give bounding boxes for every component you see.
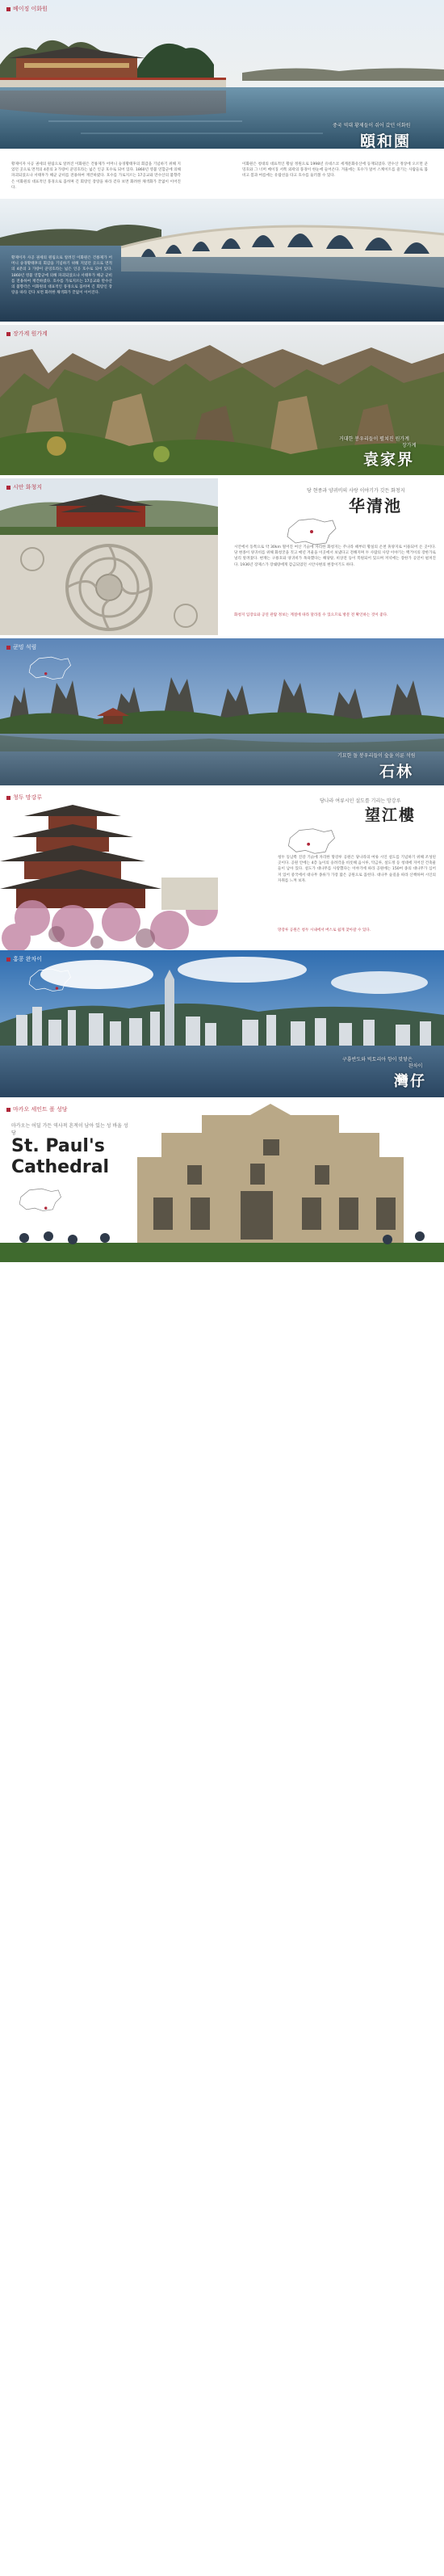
spread-title: St. Paul's Cathedral (11, 1136, 110, 1177)
photo-caption-sub: 장가계 (402, 443, 417, 448)
wangjiang-pavilion-photo (0, 789, 218, 947)
spread-stone-forest (0, 638, 444, 785)
section-tag (6, 643, 36, 651)
spread-yuanjiajie (0, 325, 444, 475)
article-body-right: 이화원은 청대의 대표적인 황실 정원으로 1998년 유네스코 세계문화유산에 등재되었다. 만수산 정상에 오르면 쿤밍호와 그 너머 베이징 서쪽 외곽의 풍경이 한눈에 들어온다. 겨울에는 호수가 얼어 스케이트를 즐기는 사람들로 붐비고 봄과 여름에는 유람선을 타고 호수를 둘러볼 수 있다. (242, 162, 428, 179)
spread-summer-palace (0, 0, 444, 149)
article-subtitle: 당나라 여류시인 설도를 기리는 망강루 (320, 798, 401, 804)
section-marker-icon (6, 958, 10, 962)
huaqing-palace-photo (0, 478, 218, 635)
section-tag (6, 330, 48, 338)
section-tag (6, 483, 42, 491)
section-label: 홍콩 완차이 (13, 956, 43, 962)
article-subtitle: 마카오는 어딜 가든 역사적 흔적이 남아 있는 성 바울 성당 (11, 1123, 128, 1136)
section-label: 베이징 이화원 (13, 6, 48, 12)
china-map-icon (283, 824, 339, 857)
section-marker-icon (6, 1108, 10, 1112)
china-map-icon (24, 965, 74, 994)
china-map-icon (15, 1185, 65, 1214)
section-tag (6, 1105, 68, 1113)
spread-st-pauls (0, 1101, 444, 1262)
section-tag (6, 5, 48, 13)
section-label: 시안 화청지 (13, 484, 43, 490)
section-marker-icon (6, 332, 10, 336)
article-body-overlay: 황제이자 사공 권세의 원림으로 알려진 이화원은 건륭제가 어머니 숭경황태후의 회갑을 기념하기 위해 지었던 곳으로 면적의 4분의 3 가량이 쿤밍호라는 넓은 인공 호수로 되어 있다. 1860년 영불 연합군에 의해 파괴되었으나 서태후가 해군 군비를 전용하여 재건하였다. 호수를 가로지르는 17공교와 만수산의 불향각은 이화원의 대표적인 풍경으로 꼽히며 긴 회랑인 장랑을 따라 걷다 보면 화려한 채색화가 끝없이 이어진다. (11, 256, 112, 296)
section-marker-icon (6, 486, 10, 490)
photo-caption-inline: 중국 역대 황제들이 쉬어 갔던 이화원 (333, 123, 411, 128)
china-map-icon (283, 514, 339, 548)
photo-caption: 기묘한 돌 봉우리들이 숲을 이룬 석림 (337, 753, 416, 759)
spread-title: 华清池 (349, 496, 402, 516)
spread-wangjiang (0, 789, 444, 947)
article-body: 시안에서 동쪽으로 약 30km 떨어진 여산 기슭에 자리한 화청지는 주나라 때부터 황실의 온천 휴양지로 이용되어 온 곳이다. 당 현종이 양귀비를 위해 화청궁을 짓고 매년 겨울을 이곳에서 보냈다고 전해지며 두 사람의 사랑 이야기는 백거이의 장한가로 널리 알려졌다. 현재는 구룡호와 양귀비가 목욕했다는 해당탕, 비상전 등이 복원되어 있으며 저녁에는 장한가 공연이 펼쳐진다. 1936년 장제스가 장쉐량에게 감금되었던 시안사변의 현장이기도 하다. (234, 545, 436, 567)
section-label: 청두 망강루 (13, 794, 43, 801)
article-body: 청두 동남쪽 진강 기슭에 자리한 망강루 공원은 당나라의 여류 시인 설도를 기념하기 위해 조성된 곳이다. 공원 안에는 4층 높이의 숭려각을 비롯해 음시루, 탁금루, 설도정 등 청대에 지어진 건축물들이 남아 있다. 설도가 대나무를 사랑했다는 이야기에 따라 공원에는 150여 종의 대나무가 심어져 있어 중국에서 대나무 종류가 가장 많은 공원으로 꼽힌다. 대나무 숲길을 따라 산책하며 시인의 자취를 느껴 보자. (278, 856, 436, 883)
section-label: 마카오 세인트 폴 성당 (13, 1106, 68, 1113)
article-subtitle: 당 현종과 양귀비의 사랑 이야기가 깃든 화청지 (307, 488, 405, 494)
section-tag (6, 793, 42, 802)
spread-summer-palace-bridge (0, 150, 444, 322)
section-marker-icon (6, 796, 10, 800)
section-label: 장가계 원가계 (13, 330, 48, 337)
section-marker-icon (6, 7, 10, 11)
spread-huaqing (0, 478, 444, 635)
spread-wanchai (0, 950, 444, 1097)
spread-title: 袁家界 (363, 451, 415, 469)
article-note: 망강루 공원은 청두 시내에서 버스로 쉽게 찾아갈 수 있다. (278, 928, 371, 932)
section-marker-icon (6, 646, 10, 650)
china-map-icon (24, 653, 74, 682)
article-note: 화청지 입장료와 공연 관람 정보는 계절에 따라 달라질 수 있으므로 방문 전 확인하는 것이 좋다. (234, 613, 388, 617)
spread-title: 灣仔 (394, 1073, 426, 1090)
section-tag (6, 955, 42, 963)
section-label: 쿤밍 석림 (13, 644, 37, 650)
spread-title: 頤和園 (360, 133, 412, 150)
spread-title: 望江樓 (365, 806, 417, 824)
photo-caption-sub: 완차이 (408, 1063, 423, 1069)
photo-caption: 구룡반도와 빅토리아 항이 맞닿은 (342, 1057, 413, 1063)
article-body-left: 황제이자 사공 권세의 원림으로 알려진 이화원은 건륭제가 어머니 숭경황태후의 회갑을 기념하기 위해 지었던 곳으로 면적의 4분의 3 가량이 쿤밍호라는 넓은 인공 호수로 되어 있다. 1860년 영불 연합군에 의해 파괴되었으나 서태후가 해군 군비를 전용하여 재건하였다. 호수를 가로지르는 17공교와 만수산의 불향각은 이화원의 대표적인 풍경으로 꼽히며 긴 회랑인 장랑을 따라 걷다 보면 화려한 채색화가 끝없이 이어진다. (11, 162, 181, 190)
photo-caption: 거대한 봉우리들이 펼쳐진 원가계 (339, 436, 409, 442)
spread-title: 石林 (379, 763, 414, 781)
